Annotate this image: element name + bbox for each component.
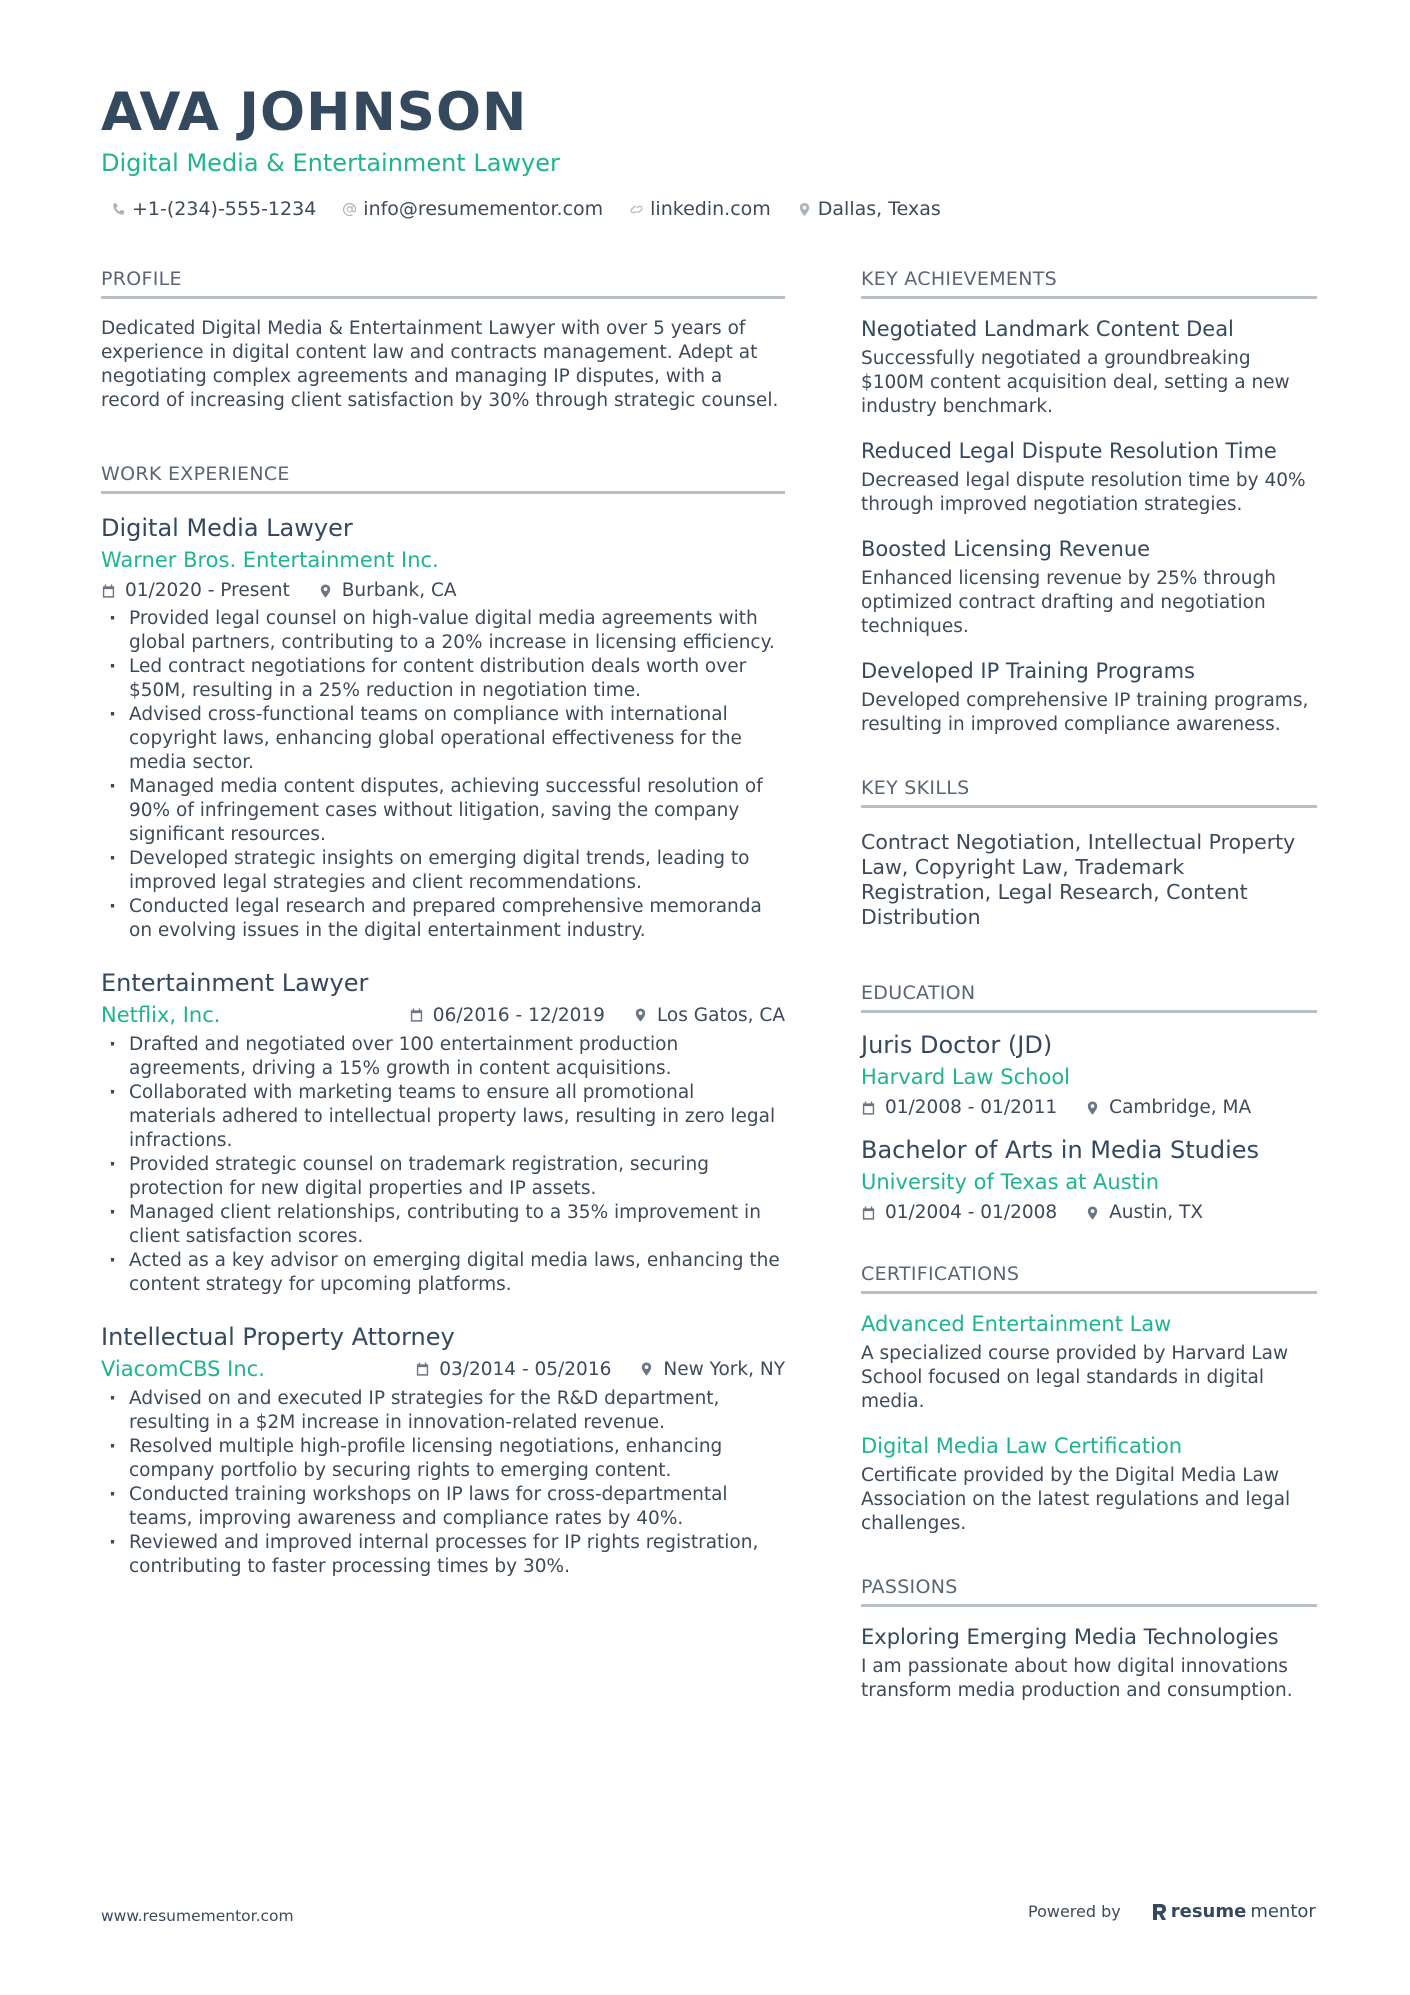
- at-icon: [342, 202, 357, 217]
- education-dates-text: 01/2004 - 01/2008: [885, 1202, 1058, 1223]
- education-section: [861, 982, 1317, 1223]
- job-company: Netflix, Inc.: [101, 1003, 221, 1027]
- job-dates: [101, 580, 290, 601]
- contact-linkedin: [629, 198, 771, 220]
- contact-location: [797, 198, 941, 220]
- job-meta: [409, 1005, 785, 1026]
- job-title: Intellectual Property Attorney: [101, 1323, 455, 1351]
- bullet-item: · Drafted and negotiated over 100 entertainment production agreements, driving a 15% growth in content acquisitions.: [101, 1033, 785, 1081]
- job-location-text: New York, NY: [663, 1358, 785, 1380]
- contact-phone-text: +1-(234)-555-1234: [132, 198, 317, 220]
- achievements-heading: KEY ACHIEVEMENTS: [861, 268, 1317, 299]
- job-bullets: [101, 1033, 785, 1297]
- education-meta: [861, 1097, 1317, 1118]
- education-school: Harvard Law School: [861, 1065, 1070, 1089]
- bullet-item: · Conducted legal research and prepared comprehensive memoranda on evolving issues in the digital entertainment industry.: [101, 895, 785, 943]
- bullet-item: · Conducted training workshops on IP laws for cross-departmental teams, improving awareness and compliance rates by 40%.: [101, 1483, 785, 1531]
- job-dates-text: 03/2014 - 05/2016: [439, 1358, 612, 1380]
- job-bullets: [101, 1387, 785, 1579]
- phone-icon: [111, 202, 126, 217]
- calendar-icon: [861, 1205, 876, 1221]
- achievement-item: [861, 659, 1317, 737]
- certification-text: A specialized course provided by Harvard Law School focused on legal standards in digital media.: [861, 1343, 1289, 1412]
- job-dates-text: 01/2020 - Present: [125, 580, 290, 601]
- bullet-item: · Acted as a key advisor on emerging digital media laws, enhancing the content strategy for upcoming platforms.: [101, 1249, 785, 1297]
- calendar-icon: [861, 1100, 876, 1116]
- passion-text: I am passionate about how digital innovations transform media production and consumption.: [861, 1656, 1293, 1701]
- bullet-item: · Managed client relationships, contributing to a 35% improvement in client satisfaction scores.: [101, 1201, 785, 1249]
- education-item: [861, 1031, 1317, 1118]
- left-column: [101, 268, 785, 1597]
- profile-text: Dedicated Digital Media & Entertainment Lawyer with over 5 years of experience in digital content law and contracts management. Adept at negotiating complex agreements and managing IP disputes, with a record of increasing client satisfaction by 30% through strategic counsel.: [101, 318, 779, 411]
- job-location: [639, 1359, 785, 1380]
- location-icon: [1085, 1100, 1100, 1116]
- contact-location-text: Dallas, Texas: [817, 198, 941, 220]
- calendar-icon: [101, 583, 116, 599]
- achievements-section: [861, 268, 1317, 737]
- location-icon: [1085, 1205, 1100, 1221]
- location-icon: [797, 202, 812, 217]
- achievement-item: [861, 317, 1317, 419]
- job-location: [633, 1005, 785, 1026]
- footer-website[interactable]: www.resumementor.com: [101, 1907, 294, 1925]
- experience-section: [101, 463, 785, 1579]
- bullet-item: · Reviewed and improved internal processes for IP rights registration, contributing to faster processing times by 30%.: [101, 1531, 785, 1579]
- passions-heading: PASSIONS: [861, 1576, 1317, 1607]
- job-location-text: Los Gatos, CA: [656, 1004, 785, 1026]
- job-dates-text: 06/2016 - 12/2019: [432, 1004, 605, 1026]
- skills-heading: KEY SKILLS: [861, 777, 1317, 808]
- job-entry: [101, 969, 785, 1297]
- passion-item: [861, 1625, 1317, 1703]
- calendar-icon: [415, 1361, 430, 1377]
- education-location: [1085, 1202, 1203, 1223]
- achievement-item: [861, 537, 1317, 639]
- certification-item: [861, 1312, 1317, 1414]
- contact-bar: [111, 198, 941, 220]
- education-location-text: Cambridge, MA: [1109, 1097, 1252, 1118]
- education-dates-text: 01/2008 - 01/2011: [885, 1097, 1058, 1118]
- certifications-heading: CERTIFICATIONS: [861, 1263, 1317, 1294]
- brand-bold: resume: [1170, 1901, 1247, 1922]
- education-degree: Bachelor of Arts in Media Studies: [861, 1136, 1260, 1164]
- profile-section: [101, 268, 785, 413]
- achievement-title: Boosted Licensing Revenue: [861, 537, 1151, 561]
- bullet-item: · Developed strategic insights on emerging digital trends, leading to improved legal strategies and client recommendations.: [101, 847, 785, 895]
- education-meta: [861, 1202, 1317, 1223]
- footer-branding: [1028, 1901, 1316, 1922]
- bullet-item: · Collaborated with marketing teams to ensure all promotional materials adhered to intellectual property laws, resulting in zero legal infractions.: [101, 1081, 785, 1153]
- right-column: [861, 268, 1317, 1723]
- contact-linkedin-text: linkedin.com: [650, 198, 771, 220]
- resumementor-logo-icon: [1151, 1902, 1167, 1922]
- job-company-row: [101, 1357, 785, 1381]
- achievement-text: Developed comprehensive IP training programs, resulting in improved compliance awareness.: [861, 690, 1309, 735]
- education-dates: [861, 1202, 1057, 1223]
- education-dates: [861, 1097, 1057, 1118]
- bullet-item: · Provided legal counsel on high-value digital media agreements with global partners, contributing to a 20% increase in licensing efficiency.: [101, 607, 785, 655]
- job-location: [318, 580, 457, 601]
- location-icon: [318, 583, 333, 599]
- job-meta: [415, 1359, 785, 1380]
- location-icon: [639, 1361, 654, 1377]
- skills-section: [861, 777, 1317, 930]
- candidate-name: AVA JOHNSON: [101, 82, 528, 143]
- contact-email-text: info@resumementor.com: [363, 198, 604, 220]
- bullet-item: · Led contract negotiations for content distribution deals worth over $50M, resulting in a 25% reduction in negotiation time.: [101, 655, 785, 703]
- education-school: University of Texas at Austin: [861, 1170, 1160, 1194]
- job-company-row: [101, 1003, 785, 1027]
- location-icon: [633, 1007, 648, 1023]
- achievement-title: Reduced Legal Dispute Resolution Time: [861, 439, 1277, 463]
- achievement-text: Enhanced licensing revenue by 25% through optimized contract drafting and negotiation techniques.: [861, 568, 1276, 637]
- job-meta: [101, 580, 785, 601]
- certification-text: Certificate provided by the Digital Media Law Association on the latest regulations and legal challenges.: [861, 1465, 1291, 1534]
- bullet-item: · Managed media content disputes, achieving successful resolution of 90% of infringement cases without litigation, saving the company significant resources.: [101, 775, 785, 847]
- achievement-title: Negotiated Landmark Content Deal: [861, 317, 1234, 341]
- job-location-text: Burbank, CA: [341, 580, 457, 601]
- passions-section: [861, 1576, 1317, 1703]
- bullet-item: · Provided strategic counsel on trademark registration, securing protection for new digital properties and IP assets.: [101, 1153, 785, 1201]
- brand-logo[interactable]: [1151, 1901, 1316, 1922]
- job-bullets: [101, 607, 785, 943]
- education-location: [1085, 1097, 1251, 1118]
- job-company: Warner Bros. Entertainment Inc.: [101, 548, 439, 572]
- achievement-text: Decreased legal dispute resolution time by 40% through improved negotiation strategies.: [861, 470, 1306, 515]
- bullet-item: · Advised on and executed IP strategies for the R&D department, resulting in a $2M increase in innovation-related revenue.: [101, 1387, 785, 1435]
- profile-heading: PROFILE: [101, 268, 785, 299]
- skills-text: Contract Negotiation, Intellectual Property Law, Copyright Law, Trademark Registration, Legal Research, Content Distribution: [861, 830, 1296, 929]
- achievement-item: [861, 439, 1317, 517]
- job-title: Digital Media Lawyer: [101, 514, 353, 542]
- education-location-text: Austin, TX: [1109, 1202, 1204, 1223]
- education-heading: EDUCATION: [861, 982, 1317, 1013]
- certification-title: Digital Media Law Certification: [861, 1434, 1183, 1458]
- brand-thin: mentor: [1250, 1901, 1316, 1922]
- job-entry: [101, 514, 785, 943]
- calendar-icon: [409, 1007, 424, 1023]
- contact-email: [342, 198, 603, 220]
- bullet-item: · Advised cross-functional teams on compliance with international copyright laws, enhancing global operational effectiveness for the media sector.: [101, 703, 785, 775]
- certification-title: Advanced Entertainment Law: [861, 1312, 1172, 1336]
- passion-title: Exploring Emerging Media Technologies: [861, 1625, 1279, 1649]
- job-entry: [101, 1323, 785, 1579]
- education-degree: Juris Doctor (JD): [861, 1031, 1053, 1059]
- candidate-title: Digital Media & Entertainment Lawyer: [101, 149, 560, 177]
- contact-phone: [111, 198, 316, 220]
- achievement-text: Successfully negotiated a groundbreaking $100M content acquisition deal, setting a new industry benchmark.: [861, 348, 1290, 417]
- job-dates: [409, 1005, 605, 1026]
- experience-heading: WORK EXPERIENCE: [101, 463, 785, 494]
- job-title: Entertainment Lawyer: [101, 969, 369, 997]
- job-company: ViacomCBS Inc.: [101, 1357, 265, 1381]
- education-item: [861, 1136, 1317, 1223]
- certification-item: [861, 1434, 1317, 1536]
- job-dates: [415, 1359, 611, 1380]
- powered-by-label: Powered by: [1028, 1902, 1121, 1921]
- certifications-section: [861, 1263, 1317, 1536]
- achievement-title: Developed IP Training Programs: [861, 659, 1195, 683]
- bullet-item: · Resolved multiple high-profile licensing negotiations, enhancing company portfolio by securing rights to emerging content.: [101, 1435, 785, 1483]
- link-icon: [629, 202, 644, 217]
